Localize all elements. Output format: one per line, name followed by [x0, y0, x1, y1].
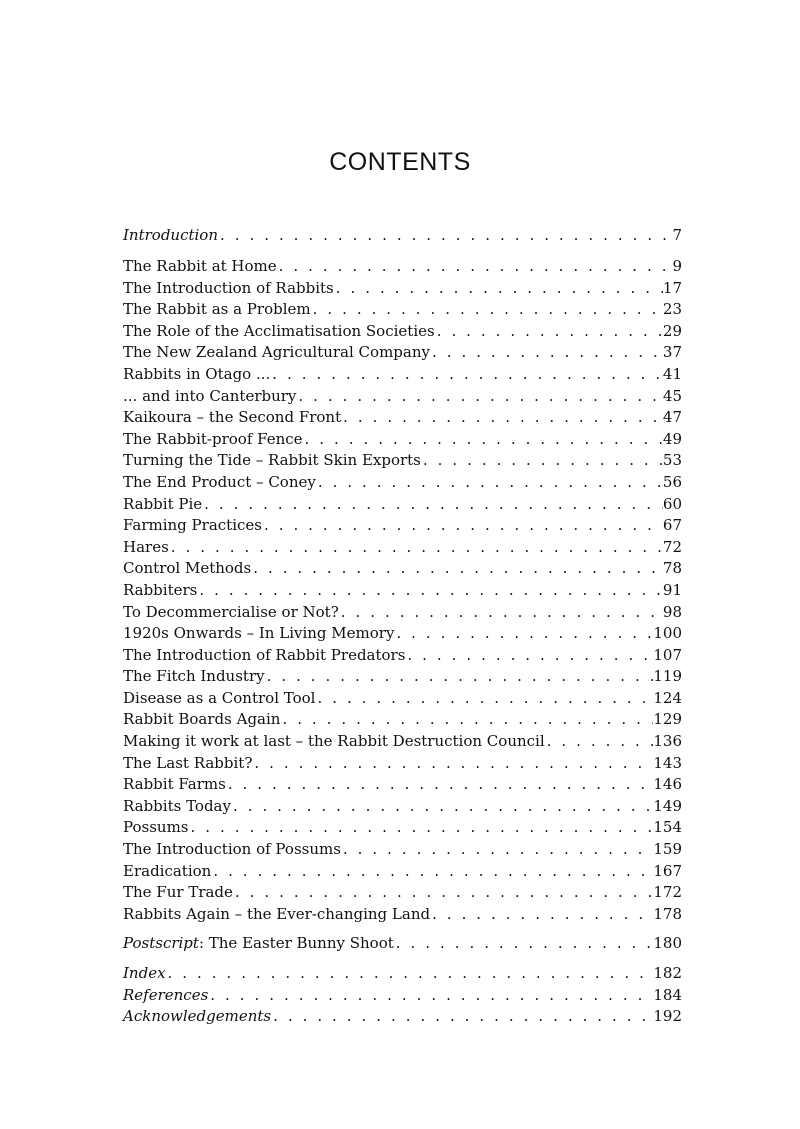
toc-entry-label: Eradication: [123, 861, 212, 880]
toc-entry-page: 47: [662, 408, 682, 427]
dot-leader: [305, 429, 663, 451]
toc-entry-page: 143: [653, 753, 682, 772]
toc-entry[interactable]: [123, 623, 682, 645]
toc-entry-page: 124: [653, 688, 682, 707]
dot-leader: [220, 225, 672, 247]
dot-leader: [343, 839, 653, 861]
toc-entry-page: 56: [662, 472, 682, 491]
toc-entry[interactable]: [123, 774, 682, 796]
dot-leader: [199, 580, 663, 602]
dot-leader: [432, 342, 663, 364]
dot-leader: [313, 299, 663, 321]
toc-entry[interactable]: [123, 364, 682, 386]
toc-entry[interactable]: [123, 985, 682, 1007]
toc-entry[interactable]: [123, 1006, 682, 1028]
toc-entry-page: 129: [653, 710, 682, 729]
toc-entry[interactable]: [123, 515, 682, 537]
toc-entry-label: Hares: [123, 537, 169, 556]
toc-back-matter-section: [123, 963, 682, 1028]
toc-entry-page: 100: [653, 624, 682, 643]
toc-entry-label: Index: [123, 964, 166, 982]
toc-entry[interactable]: [123, 666, 682, 688]
toc-entry-page: 167: [653, 861, 682, 880]
dot-leader: [396, 933, 654, 955]
toc-entry-label: Rabbits in Otago ...: [123, 364, 271, 383]
toc-entry-page: 17: [662, 278, 682, 297]
toc-entry-page: 49: [662, 429, 682, 448]
toc-entry-page: 178: [653, 904, 682, 923]
toc-entry[interactable]: [123, 450, 682, 472]
toc-entry[interactable]: [123, 225, 682, 247]
toc-entry-page: 180: [653, 934, 682, 952]
toc-chapters-section: [123, 256, 682, 925]
dot-leader: [282, 709, 653, 731]
toc-entry-page: 91: [662, 580, 682, 599]
toc-entry-label: Making it work at last – the Rabbit Destruction Council: [123, 732, 545, 751]
toc-entry[interactable]: [123, 299, 682, 321]
toc-entry[interactable]: [123, 386, 682, 408]
toc-entry[interactable]: [123, 494, 682, 516]
toc-entry[interactable]: [123, 580, 682, 602]
toc-entry[interactable]: [123, 688, 682, 710]
toc-entry-label: The Introduction of Rabbit Predators: [123, 645, 406, 664]
dot-leader: [432, 904, 653, 926]
toc-entry[interactable]: [123, 645, 682, 667]
toc-entry-label: Turning the Tide – Rabbit Skin Exports: [123, 451, 421, 470]
toc-entry-label: Rabbit Pie: [123, 494, 203, 513]
toc-entry-title: : The Easter Bunny Shoot: [198, 934, 394, 952]
toc-entry[interactable]: [123, 256, 682, 278]
toc-entry-page: 78: [662, 559, 682, 578]
toc-entry[interactable]: [123, 963, 682, 985]
dot-leader: [423, 450, 663, 472]
dot-leader: [213, 861, 653, 883]
toc-entry[interactable]: [123, 407, 682, 429]
toc-entry[interactable]: [123, 904, 682, 926]
toc-entry-page: 53: [662, 451, 682, 470]
toc-entry[interactable]: [123, 602, 682, 624]
toc-entry-page: 172: [653, 883, 682, 902]
toc-entry-label: Rabbit Boards Again: [123, 710, 281, 729]
toc-entry-label: Rabbiters: [123, 580, 198, 599]
dot-leader: [235, 882, 653, 904]
toc-entry-label: The Rabbit at Home: [123, 257, 277, 275]
toc-entry-label: 1920s Onwards – In Living Memory: [123, 624, 395, 643]
toc-entry-label: References: [123, 985, 209, 1004]
dot-leader: [273, 1006, 653, 1028]
dot-leader: [253, 558, 663, 580]
toc-entry-page: 98: [662, 602, 682, 621]
toc-entry-label: Introduction: [123, 226, 218, 244]
toc-entry-label: The Last Rabbit?: [123, 753, 253, 772]
toc-entry-label: Disease as a Control Tool: [123, 688, 316, 707]
toc-entry-label: Possums: [123, 818, 189, 837]
toc-entry[interactable]: [123, 753, 682, 775]
toc-entry-label: Acknowledgements: [123, 1007, 272, 1026]
toc-entry-page: 37: [662, 343, 682, 362]
toc-entry-page: 146: [653, 775, 682, 794]
toc-entry[interactable]: [123, 882, 682, 904]
toc-entry-page: 159: [653, 840, 682, 859]
toc-entry-page: 119: [653, 667, 682, 686]
toc-entry-page: 184: [653, 985, 682, 1004]
toc-entry-page: 7: [672, 226, 682, 244]
dot-leader: [341, 602, 663, 624]
dot-leader: [396, 623, 653, 645]
toc-entry-label: Rabbits Today: [123, 796, 231, 815]
toc-entry-prefix: Postscript: [123, 934, 199, 952]
toc-entry-page: 149: [653, 796, 682, 815]
toc-entry[interactable]: [123, 817, 682, 839]
toc-entry[interactable]: [123, 839, 682, 861]
toc-entry-page: 23: [662, 300, 682, 319]
dot-leader: [254, 753, 653, 775]
toc-entry-page: 107: [653, 645, 682, 664]
toc-entry-page: 192: [653, 1007, 682, 1026]
toc-entry-page: 136: [653, 732, 682, 751]
toc-entry[interactable]: [123, 472, 682, 494]
dot-leader: [228, 774, 654, 796]
dot-leader: [204, 494, 663, 516]
toc-entry-page: 72: [662, 537, 682, 556]
toc-entry-label: [123, 933, 396, 955]
toc-entry-label: The End Product – Coney: [123, 472, 316, 491]
toc-entry[interactable]: [123, 537, 682, 559]
toc-entry-label: The Role of the Acclimatisation Societies: [123, 321, 435, 340]
toc-entry-label: The Rabbit as a Problem: [123, 300, 311, 319]
dot-leader: [191, 817, 654, 839]
dot-leader: [318, 472, 663, 494]
toc-entry-page: 182: [653, 964, 682, 982]
dot-leader: [547, 731, 654, 753]
toc-entry-label: ... and into Canterbury: [123, 386, 297, 405]
toc-entry-page: 60: [662, 494, 682, 513]
dot-leader: [279, 256, 673, 278]
toc-entry-label: The Rabbit-proof Fence: [123, 429, 303, 448]
toc-entry[interactable]: [123, 731, 682, 753]
page-title: CONTENTS: [329, 148, 471, 176]
toc-entry[interactable]: [123, 796, 682, 818]
toc-entry[interactable]: [123, 429, 682, 451]
toc-entry-label: The Fitch Industry: [123, 667, 265, 686]
dot-leader: [264, 515, 663, 537]
toc-entry-page: 9: [672, 257, 682, 275]
toc-entry-label: Farming Practices: [123, 516, 262, 535]
toc-entry-label: The Introduction of Possums: [123, 840, 341, 859]
dot-leader: [171, 537, 663, 559]
dot-leader: [317, 688, 653, 710]
toc-entry-page: 45: [662, 386, 682, 405]
dot-leader: [343, 407, 663, 429]
toc-entry[interactable]: [123, 861, 682, 883]
toc-entry-postscript[interactable]: [123, 933, 682, 955]
toc-entry[interactable]: [123, 321, 682, 343]
toc-entry[interactable]: [123, 558, 682, 580]
toc-postscript-section: [123, 933, 682, 955]
dot-leader: [437, 321, 663, 343]
toc-entry-label: The New Zealand Agricultural Company: [123, 343, 430, 362]
toc-entry-label: Control Methods: [123, 559, 252, 578]
toc-entry[interactable]: [123, 278, 682, 300]
toc-intro-section: [123, 225, 682, 247]
toc-entry-page: 29: [662, 321, 682, 340]
dot-leader: [168, 963, 654, 985]
toc-entry-label: Kaikoura – the Second Front: [123, 408, 342, 427]
toc-entry-label: To Decommercialise or Not?: [123, 602, 339, 621]
toc-entry-page: 154: [653, 818, 682, 837]
dot-leader: [233, 796, 653, 818]
toc-entry-page: 67: [662, 516, 682, 535]
toc-entry-page: 41: [662, 364, 682, 383]
toc-entry-label: The Fur Trade: [123, 883, 233, 902]
toc-entry-label: The Introduction of Rabbits: [123, 278, 334, 297]
dot-leader: [407, 645, 653, 667]
dot-leader: [210, 985, 653, 1007]
toc-entry-label: Rabbit Farms: [123, 775, 226, 794]
dot-leader: [272, 364, 663, 386]
dot-leader: [336, 278, 663, 300]
toc-entry-label: Rabbits Again – the Ever-changing Land: [123, 904, 431, 923]
toc-entry[interactable]: [123, 342, 682, 364]
dot-leader: [267, 666, 654, 688]
dot-leader: [298, 386, 663, 408]
toc-entry[interactable]: [123, 709, 682, 731]
